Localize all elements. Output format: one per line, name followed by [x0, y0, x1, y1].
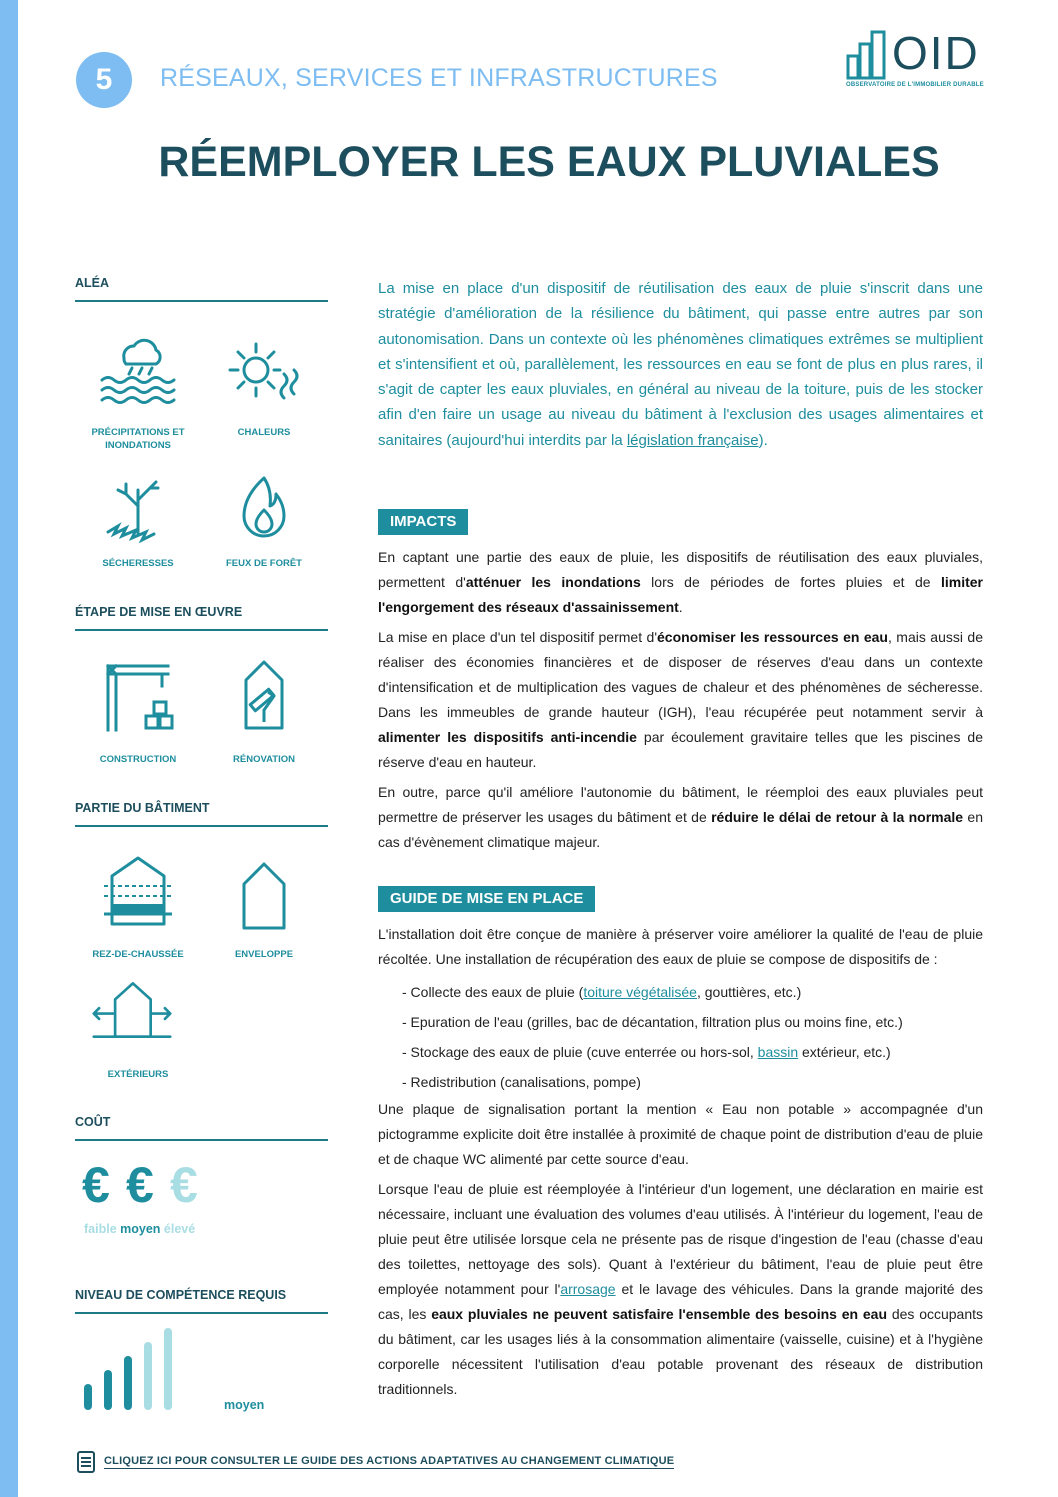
guide-paragraph-2: Une plaque de signalisation portant la mention « Eau non potable » accompagnée d'un pictogramme explicite doit être installée à proximité de chaque point de distribution d'eau de pluie et de chaque WC alimenté par cette source d'eau. — [378, 1101, 983, 1167]
impacts-paragraph-1: En captant une partie des eaux de pluie, les dispositifs de réutilisation des eaux pluviales, permettent d'atténuer les inondations lors de périodes de fortes pluies et de limiter l'engorgement des réseaux d'assainissement. — [378, 549, 983, 615]
list-item: - Epuration de l'eau (grilles, bac de décantation, filtration plus ou moins fine, etc.) — [402, 1014, 903, 1030]
exterior-icon — [92, 970, 172, 1050]
competence-bar-4 — [144, 1342, 152, 1410]
guide-section — [378, 922, 983, 1407]
alea-label-feux: FEUX DE FORÊT — [225, 558, 302, 569]
etape-label-construction: CONSTRUCTION — [99, 754, 177, 765]
guide-paragraph-1: L'installation doit être conçue de manière à préserver voire améliorer la qualité de l'eau de pluie récoltée. Une installation de récupération des eaux de pluie se compose de dispositifs de : — [378, 926, 983, 967]
legislation-link[interactable]: législation française — [626, 431, 759, 449]
list-item: - Stockage des eaux de pluie (cuve enterrée ou hors-sol, bassin extérieur, etc.) — [402, 1044, 891, 1060]
list-item: - Collecte des eaux de pluie (toiture végétalisée, gouttières, etc.) — [402, 984, 802, 1000]
rain-flood-icon — [98, 330, 178, 410]
cost-label-low: faible — [84, 1222, 117, 1236]
euro-medium: € — [126, 1157, 154, 1213]
competence-level-bars — [84, 1320, 224, 1410]
paint-roller-icon — [224, 656, 304, 736]
page-title: RÉEMPLOYER LES EAUX PLUVIALES — [158, 138, 940, 186]
cost-label-high: élevé — [163, 1222, 196, 1236]
impacts-heading: IMPACTS — [378, 509, 468, 535]
section-number-badge: 5 — [76, 52, 132, 108]
guide-heading: GUIDE DE MISE EN PLACE — [378, 886, 595, 912]
partie-label-exterieurs: EXTÉRIEURS — [107, 1069, 169, 1080]
partie-label-enveloppe: ENVELOPPE — [234, 949, 294, 960]
envelope-icon — [224, 856, 304, 936]
document-icon — [76, 1450, 96, 1474]
euro-high: € — [170, 1157, 198, 1213]
intro-paragraph: La mise en place d'un dispositif de réutilisation des eaux de pluie s'inscrit dans une stratégie d'amélioration de la résilience du bâtiment, qui passe entre autres par son autonomisation. Dans un contexte où les phénomènes climatiques extrêmes se multiplient et s'intensifient et où, parallèlement, les ressources en eau se font de plus en plus rares, il s'agit de capter les eaux pluviales, en général au niveau de la toiture, puis de les stocker afin d'en faire un usage au niveau du bâtiment à l'exclusion des usages alimentaires et sanitaires (aujourd'hui interdits par la législation française). — [378, 280, 983, 449]
competence-bar-1 — [84, 1384, 92, 1410]
fire-icon — [224, 470, 304, 550]
list-item: - Redistribution (canalisations, pompe) — [402, 1074, 641, 1090]
toiture-vegetalisee-link[interactable]: toiture végétalisée — [583, 984, 697, 1000]
impacts-section — [378, 545, 983, 860]
competence-bar-5 — [164, 1328, 172, 1410]
ground-floor-icon — [98, 852, 178, 932]
etape-label-renovation: RÉNOVATION — [233, 754, 295, 765]
cout-heading: COÛT — [75, 1115, 328, 1141]
crane-icon — [98, 660, 178, 740]
sun-heat-icon — [224, 334, 304, 414]
footer-guide-link[interactable] — [76, 1450, 674, 1474]
guide-paragraph-3: Lorsque l'eau de pluie est réemployée à l'intérieur d'un logement, une déclaration en mairie est nécessaire, incluant une évaluation des volumes d'eau utilisés. À l'intérieur du logement, l'eau de pluie peut être utilisée lorsque cela ne présente pas de risque d'ingestion de l'eau (chasse d'eau des toilettes, nettoyage des sols). Quant à l'extérieur du bâtiment, l'eau de pluie peut être employée notamment pour l'arrosage et le lavage des véhicules. Dans la grande majorité des cas, les eaux pluviales ne peuvent satisfaire l'ensemble des besoins en eau des occupants du bâtiment, car les usages liés à la consommation alimentaire (vaisselle, cuisine) et à l'hygiène corporelle nécessitent l'utilisation d'eau potable provenant des réseaux de distribution traditionnels. — [378, 1181, 984, 1397]
arrosage-link[interactable]: arrosage — [560, 1281, 616, 1297]
partie-heading: PARTIE DU BÂTIMENT — [75, 801, 328, 827]
competence-bar-2 — [104, 1370, 112, 1410]
alea-label-chaleurs: CHALEURS — [237, 427, 291, 438]
footer-link-text[interactable]: CLIQUEZ ICI POUR CONSULTER LE GUIDE DES ACTIONS ADAPTATIVES AU CHANGEMENT CLIMATIQUE — [104, 1455, 675, 1467]
alea-label-secheresses: SÉCHERESSES — [102, 558, 174, 569]
impacts-paragraph-3: En outre, parce qu'il améliore l'autonomie du bâtiment, le réemploi des eaux pluviales peut permettre de préserver les usages du bâtiment et de réduire le délai de retour à la normale en cas d'évènement climatique majeur. — [378, 784, 983, 850]
partie-label-rdc: REZ-DE-CHAUSSÉE — [92, 949, 184, 960]
guide-device-list — [378, 977, 983, 1097]
euro-low: € — [82, 1157, 110, 1213]
drought-icon — [98, 470, 178, 550]
logo-subtitle: OBSERVATOIRE DE L'IMMOBILIER DURABLE — [846, 82, 984, 88]
cost-label-medium: moyen — [120, 1222, 161, 1236]
etape-heading: ÉTAPE DE MISE EN ŒUVRE — [75, 605, 328, 631]
left-accent-bar — [0, 0, 18, 1497]
alea-heading: ALÉA — [75, 276, 328, 302]
competence-heading: NIVEAU DE COMPÉTENCE REQUIS — [75, 1288, 328, 1314]
competence-bar-3 — [124, 1356, 132, 1410]
section-title: RÉSEAUX, SERVICES ET INFRASTRUCTURES — [160, 64, 718, 92]
bassin-link[interactable]: bassin — [757, 1044, 799, 1060]
impacts-paragraph-2: La mise en place d'un tel dispositif permet d'économiser les ressources en eau, mais aussi de réaliser des économies financières et de disposer de réserves d'eau dans un contexte d'intensification et de multiplication des vagues de chaleur et des phénomènes de sécheresse. Dans les immeubles de grande hauteur (IGH), l'eau récupérée peut notamment servir à alimenter les dispositifs anti-incendie par écoulement gravitaire telles que les piscines de réserve d'eau en hauteur. — [378, 629, 984, 770]
competence-level-label: moyen — [224, 1398, 265, 1412]
logo-text: OID — [892, 27, 980, 79]
alea-label-precipitations: PRÉCIPITATIONS ET INONDATIONS — [91, 427, 185, 452]
cost-scale-labels — [84, 1222, 195, 1236]
